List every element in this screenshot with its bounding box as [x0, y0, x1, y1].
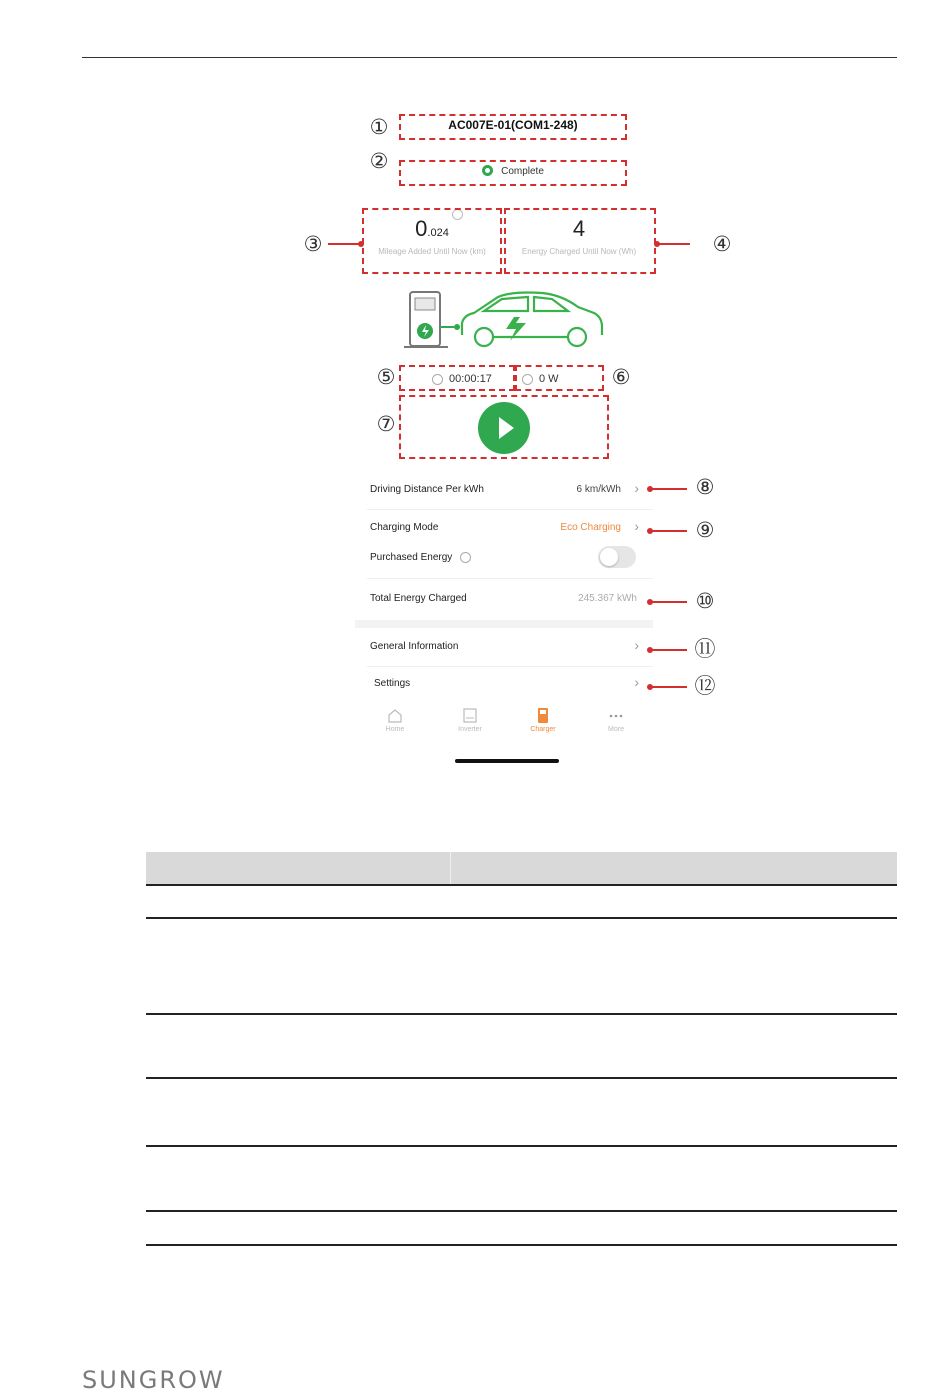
info-icon[interactable]: [460, 552, 471, 563]
table-row-line: [146, 1077, 897, 1079]
row-purchased-energy: Purchased Energy: [355, 544, 653, 572]
callout-number-3: ③: [303, 232, 323, 256]
inverter-icon: [462, 708, 478, 723]
table-row-line: [146, 884, 897, 886]
more-icon: [608, 708, 624, 723]
header-rule: [82, 57, 897, 58]
callout-number-10: ⑩: [695, 589, 715, 613]
table-row-line: [146, 1244, 897, 1246]
table-row-line: [146, 1013, 897, 1015]
leader-line-12: [649, 686, 687, 688]
callout-box-1: [399, 114, 627, 140]
row-settings[interactable]: Settings ›: [374, 674, 639, 690]
chevron-right-icon: ›: [634, 480, 639, 496]
home-icon: [387, 708, 403, 723]
chevron-right-icon: ›: [634, 518, 639, 534]
callout-number-12: ⑫: [694, 674, 716, 698]
callout-box-7: [399, 395, 609, 459]
leader-line-10: [649, 601, 687, 603]
sungrow-logo: SUNGROW: [82, 1366, 225, 1394]
chevron-right-icon: ›: [634, 637, 639, 653]
callout-box-6: [515, 365, 604, 391]
table-row-line: [146, 1210, 897, 1212]
leader-line-11: [649, 649, 687, 651]
tab-more[interactable]: More: [586, 704, 646, 733]
row-total-energy: Total Energy Charged 245.367 kWh: [370, 593, 637, 604]
purchased-energy-toggle[interactable]: [598, 546, 636, 568]
status-text: Complete: [501, 166, 544, 178]
leader-line-3: [328, 243, 362, 245]
chevron-right-icon: ›: [634, 674, 639, 690]
callout-number-11: ⑪: [694, 637, 716, 661]
charge-power: 0 W: [522, 373, 559, 385]
callout-box-5: [399, 365, 515, 391]
mileage-label: Mileage Added Until Now (km): [378, 247, 486, 256]
leader-line-4: [656, 243, 690, 245]
callout-number-5: ⑤: [376, 365, 396, 389]
leader-line-8: [649, 488, 687, 490]
callout-number-9: ⑨: [695, 518, 715, 542]
energy-value: 4: [572, 216, 586, 241]
divider: [367, 578, 653, 579]
device-name: AC007E-01(COM1-248): [448, 118, 578, 132]
callout-box-4: [504, 208, 656, 274]
charger-icon: [535, 708, 551, 723]
table-header-divider: [450, 852, 451, 884]
tab-home[interactable]: Home: [365, 704, 425, 733]
divider: [367, 509, 653, 510]
table-row-line: [146, 917, 897, 919]
table-header: [146, 852, 897, 884]
tab-inverter[interactable]: Inverter: [440, 704, 500, 733]
table-row-line: [146, 1145, 897, 1147]
section-gap: [355, 620, 653, 628]
mileage-value: 0.024: [415, 216, 449, 241]
callout-number-6: ⑥: [611, 365, 631, 389]
tab-charger[interactable]: Charger: [513, 704, 573, 733]
callout-number-1: ①: [369, 115, 389, 139]
leader-line-9: [649, 530, 687, 532]
callout-number-2: ②: [369, 149, 389, 173]
charging-station-icon: [404, 292, 448, 347]
row-driving-distance[interactable]: Driving Distance Per kWh 6 km/kWh ›: [370, 480, 639, 496]
energy-label: Energy Charged Until Now (Wh): [521, 247, 637, 256]
callout-number-4: ④: [712, 232, 732, 256]
electric-car-icon: [462, 293, 602, 347]
callout-box-3: [362, 208, 502, 274]
callout-number-7: ⑦: [376, 412, 396, 436]
callout-number-8: ⑧: [695, 475, 715, 499]
home-indicator: [455, 759, 559, 763]
bottom-tab-bar: [355, 704, 653, 746]
row-general-information[interactable]: General Information ›: [370, 637, 639, 653]
charger-car-illustration: [402, 287, 608, 355]
divider: [367, 666, 653, 667]
row-charging-mode[interactable]: Charging Mode Eco Charging ›: [370, 518, 639, 534]
charge-duration: 00:00:17: [432, 373, 492, 385]
callout-box-2: [399, 160, 627, 186]
